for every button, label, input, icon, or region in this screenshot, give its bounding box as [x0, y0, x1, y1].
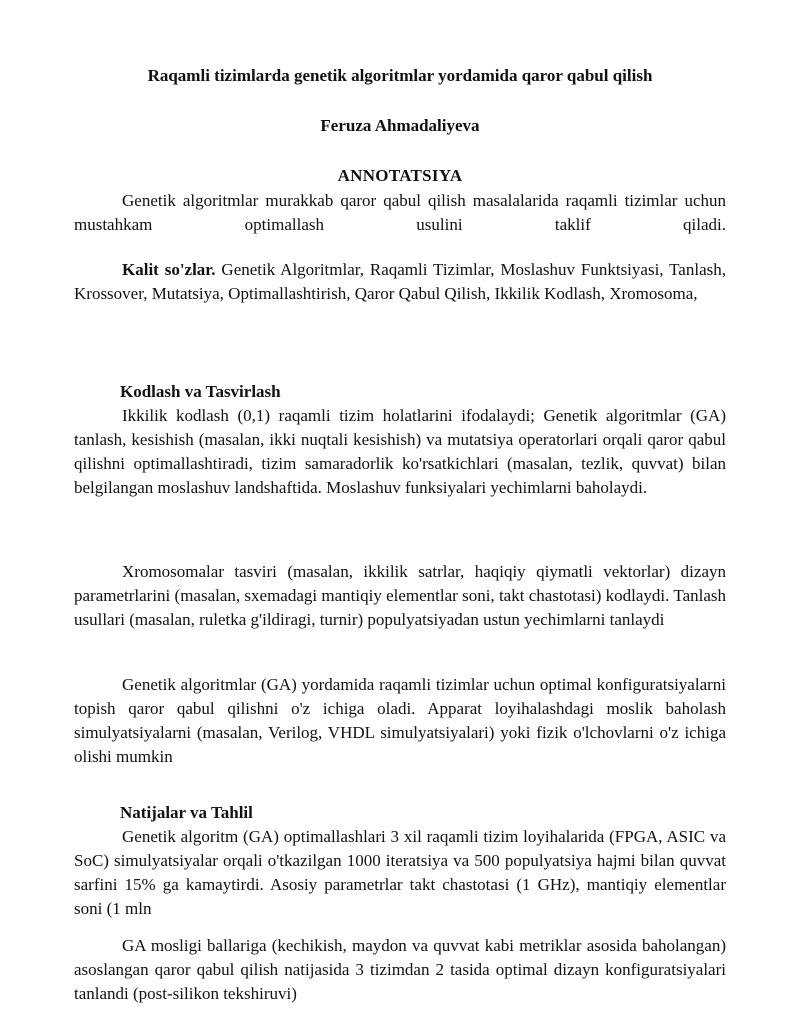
document-title: Raqamli tizimlarda genetik algoritmlar yordamida qaror qabul qilish — [147, 66, 653, 85]
section2-paragraph: Genetik algoritm (GA) optimallashlari 3 xil raqamli tizim loyihalarida (FPGA, ASIC va SoC) simulyatsiyalar orqali o'tkazilgan 1000 iteratsiya va 500 populyatsiya hajmi bilan quvvat sarfini 15% ga kamaytirdi. Asosiy parametrlar takt chastotasi (1 GHz), mantiqiy elementlar soni (1 mln — [74, 827, 726, 918]
annotation-paragraph: Genetik algoritmlar murakkab qaror qabul qilish masalalarida raqamli tizimlar uchun mustahkam optimallash usulini taklif qiladi. — [74, 191, 726, 234]
section1-paragraph: Ikkilik kodlash (0,1) raqamli tizim holatlarini ifodalaydi; Genetik algoritmlar (GA) tanlash, kesishish (masalan, ikki nuqtali kesishish) va mutatsiya operatorlari orqali qaror qabul qilishni optimallashtiradi, tizim samaradorlik ko'rsatkichlari (masalan, tezlik, quvvat) bilan belgilangan moslashuv landshaftida. Moslashuv funksiyalari yechimlarni baholaydi. — [74, 406, 726, 497]
author-name: Feruza Ahmadaliyeva — [320, 116, 480, 135]
section-heading-results: Natijalar va Tahlil — [120, 803, 253, 822]
document-page — [74, 0, 726, 1035]
annotation-heading: ANNOTATSIYA — [337, 166, 463, 185]
keywords-paragraph — [74, 258, 726, 306]
section2-paragraph: GA mosligi ballariga (kechikish, maydon va quvvat kabi metriklar asosida baholangan) asoslangan qaror qabul qilish natijasida 3 tizimdan 2 tasida optimal dizayn konfiguratsiyalari tanlandi (post-silikon tekshiruvi) — [74, 936, 726, 1003]
section1-paragraph: Genetik algoritmlar (GA) yordamida raqamli tizimlar uchun optimal konfiguratsiyalarni topish qaror qabul qilishni o'z ichiga oladi. Apparat loyihalashdagi moslik baholash simulyatsiyalarni (masalan, Verilog, VHDL simulyatsiyalari) yoki fizik o'lchovlarni o'z ichiga olishi mumkin — [74, 675, 726, 766]
keywords-label: Kalit so'zlar. — [122, 260, 216, 279]
section-heading-encoding: Kodlash va Tasvirlash — [120, 382, 281, 401]
keywords-list: Genetik Algoritmlar, Raqamli Tizimlar, Moslashuv Funktsiyasi, Tanlash, Krossover, Mutatsiya, Optimallashtirish, Qaror Qabul Qilish, Ikkilik Kodlash, Xromosoma, — [74, 260, 726, 303]
section1-paragraph: Xromosomalar tasviri (masalan, ikkilik satrlar, haqiqiy qiymatli vektorlar) dizayn parametrlarini (masalan, sxemadagi mantiqiy elementlar soni, takt chastotasi) kodlaydi. Tanlash usullari (masalan, ruletka g'ildiragi, turnir) populyatsiyadan ustun yechimlarni tanlaydi — [74, 562, 726, 629]
